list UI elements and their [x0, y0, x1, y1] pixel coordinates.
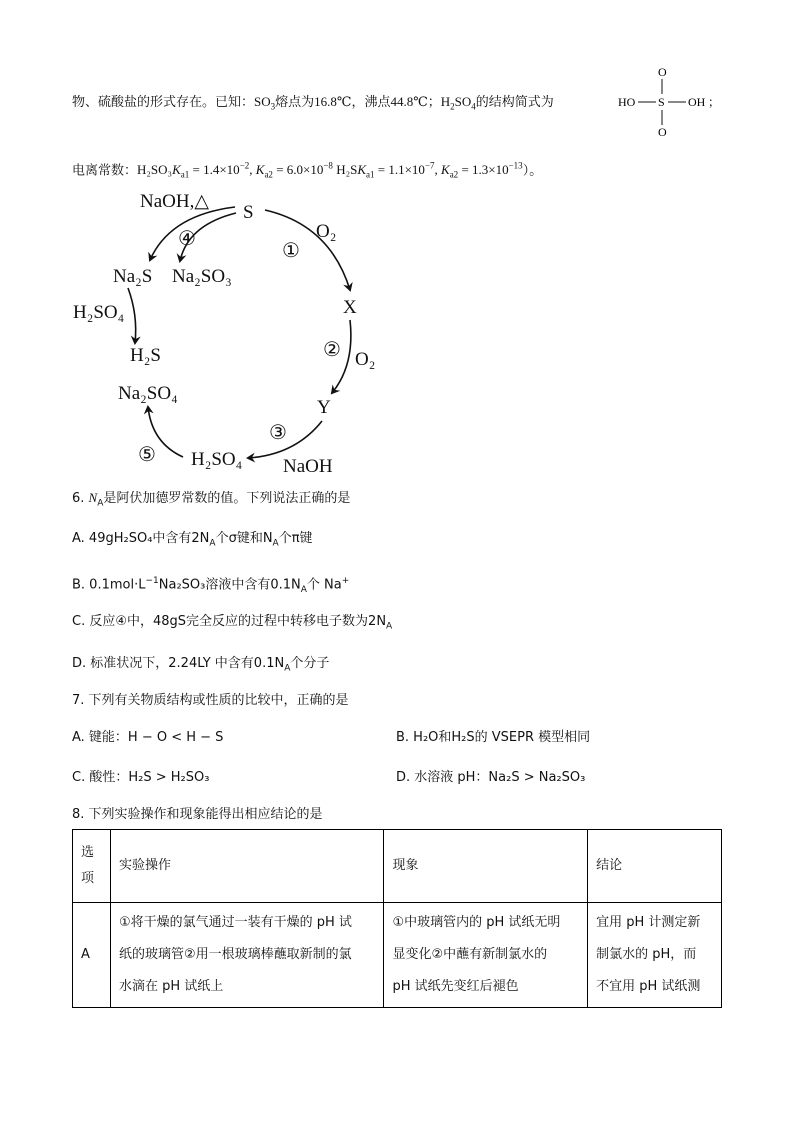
table-header-row: [73, 830, 722, 903]
q6-option-a: A. 49gH₂SO₄中含有$2N_A$个σ键和$N_A$个π键: [72, 531, 313, 549]
so3-formula: $SO_3$: [254, 94, 276, 112]
q7-option-c: C. 酸性：H₂S > H₂SO₃: [72, 770, 210, 785]
struct-o-bottom: O: [658, 125, 667, 139]
intro-text-mp: 熔点为: [275, 95, 315, 110]
ionization-formula: $H_2SO_3K_{a1} = 1.4\times 10^{-2}$, $K_{a2} = 6.0\times 10^{-8}$ $H_2SK_{a1} = 1.1\times 10^{-7}$, $K_{a2} = 1.3\times 10^{-13}$: [137, 161, 523, 180]
q7-option-b: B. H₂O和H₂S的 VSEPR 模型相同: [396, 730, 591, 745]
arrow-na2s-to-h2s: [128, 288, 136, 343]
struct-oh: OH: [688, 95, 706, 109]
row-a-conclusion: 宜用 pH 计测定新 制氯水的 pH，而 不宜用 pH 试纸测: [588, 903, 722, 1008]
label-o2-1: O₂: [316, 221, 337, 242]
q6-stem: 6. $N_A$是阿伏加德罗常数的值。下列说法正确的是: [72, 490, 351, 509]
node-h2s: H₂S: [130, 345, 161, 366]
header-operation: 实验操作: [110, 830, 384, 903]
struct-end: ；: [708, 95, 721, 109]
ionization-label: 电离常数：: [72, 163, 138, 179]
header-conclusion: 结论: [588, 830, 722, 903]
label-o2-2: O₂: [355, 349, 376, 370]
q6-option-c: C. 反应④中，48gS完全反应的过程中转移电子数为$2N_A$: [72, 614, 393, 632]
q8-table: [72, 829, 722, 1008]
struct-ho: HO: [618, 95, 636, 109]
q7-option-a: A. 键能：H − O < H − S: [72, 730, 224, 745]
melting-point: 16.8℃: [314, 94, 352, 109]
intro-line: [72, 93, 554, 116]
node-s: S: [243, 202, 254, 223]
intro-text-struct: 的结构简式为: [475, 95, 554, 110]
table-row: [73, 903, 722, 1008]
node-x: X: [343, 297, 357, 318]
label-h2so4-left: H₂SO₄: [73, 302, 125, 323]
h2so4-structure: [618, 64, 721, 140]
node-y: Y: [317, 397, 331, 418]
header-option: 选 项: [73, 830, 111, 903]
intro-text-bp: ，沸点: [351, 95, 391, 110]
row-a-option: A: [73, 903, 111, 1008]
header-phenomenon: 现象: [384, 830, 588, 903]
intro-sep: ；: [427, 95, 441, 110]
ionization-line: [72, 157, 542, 184]
step-2: ②: [323, 339, 341, 361]
row-a-phenomenon: ①中玻璃管内的 pH 试纸无明 显变化②中蘸有新制氯水的 pH 试纸先变红后褪色: [384, 903, 588, 1008]
row-a-operation: ①将干燥的氯气通过一装有干燥的 pH 试 纸的玻璃管②用一根玻璃棒蘸取新制的氯 水滴在 pH 试纸上: [110, 903, 384, 1008]
label-naoh-heat: NaOH,△: [140, 191, 209, 212]
label-naoh: NaOH: [283, 456, 333, 477]
boiling-point: 44.8℃: [390, 94, 428, 109]
q7-option-d: D. 水溶液 pH：Na₂S > Na₂SO₃: [396, 770, 586, 785]
arrow-s-to-x: [265, 210, 350, 290]
q6-option-d: D. 标准状况下，2.24LY 中含有$0.1N_A$个分子: [72, 656, 330, 674]
sulfur-cycle-diagram: [60, 185, 420, 480]
step-5: ⑤: [138, 444, 156, 466]
struct-s: S: [658, 95, 665, 109]
step-3: ③: [269, 422, 287, 444]
struct-o-top: O: [658, 65, 667, 79]
q7-stem: 7. 下列有关物质结构或性质的比较中，正确的是: [72, 693, 349, 708]
node-na2so4: Na₂SO₄: [118, 383, 178, 404]
step-1: ①: [282, 240, 300, 262]
step-4: ④: [178, 228, 196, 250]
node-h2so4-bottom: H₂SO₄: [191, 449, 243, 470]
ionization-end: ）。: [522, 163, 543, 179]
intro-text: 物、硫酸盐的形式存在。已知：: [72, 95, 255, 110]
q8-stem: 8. 下列实验操作和现象能得出相应结论的是: [72, 807, 323, 822]
node-na2s: Na₂S: [113, 266, 153, 287]
node-na2so3: Na₂SO₃: [172, 266, 232, 287]
h2so4-formula: $H_2SO_4$: [440, 94, 476, 112]
q6-option-b: B. $0.1mol\cdot L^{-1}Na_2SO_3$溶液中含有$0.1N_A$个 Na+: [72, 576, 350, 595]
